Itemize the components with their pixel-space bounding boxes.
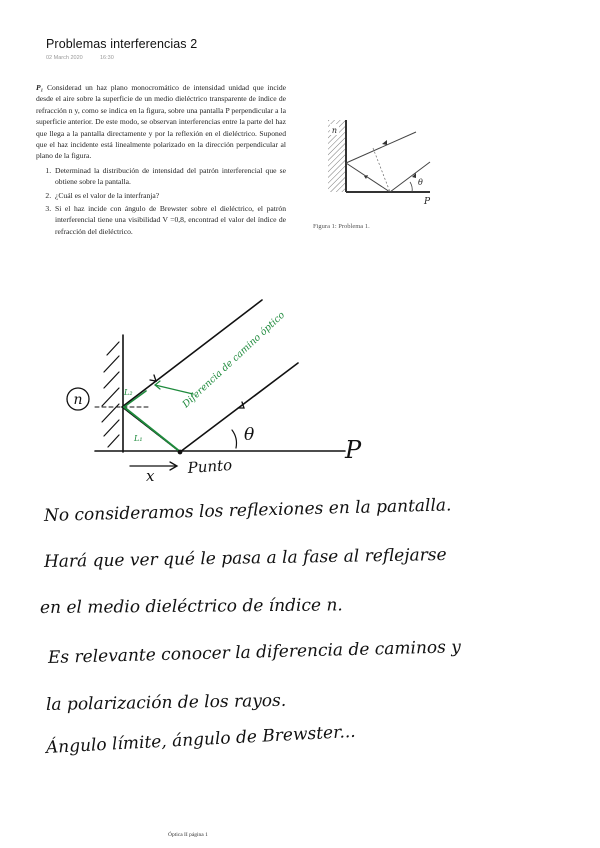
page-time: 16:30 <box>100 55 114 61</box>
handwritten-note: en el medio dieléctrico de índice n. <box>39 595 343 618</box>
page-footer: Óptica II página 1 <box>168 832 208 838</box>
figure-p-label: P <box>424 197 431 207</box>
sketch-arrowhead <box>150 375 156 381</box>
theta-arc <box>410 182 412 192</box>
problem-item: 2. ¿Cuál es el valor de la interfranja? <box>53 190 286 201</box>
problem-label: P₁ <box>36 83 44 92</box>
sketch-x-label: x <box>146 467 155 485</box>
sketch-hatch <box>102 342 119 447</box>
sketch-point-label: Punto <box>187 455 233 477</box>
incident-ray-1 <box>346 132 416 163</box>
handwritten-sketch <box>0 280 600 490</box>
incident-ray-2 <box>390 162 430 192</box>
page-title: Problemas interferencias 2 <box>46 37 198 51</box>
handwritten-note: Es relevante conocer la diferencia de caminos y <box>47 637 462 668</box>
reflected-ray <box>346 163 390 192</box>
handwritten-note: la polarización de los rayos. <box>45 690 287 715</box>
problem-item: 3. Si el haz incide con ángulo de Brewster sobre el dieléctrico, el patrón interferencial tiene una visibilidad V =0,8, encontrad el valor del índice de refracción del dieléctrico. <box>53 203 286 237</box>
sketch-p-label: P <box>345 436 362 464</box>
sketch-green-path-l1 <box>124 407 178 450</box>
sketch-green-arrow <box>155 385 193 394</box>
sketch-point-dot <box>178 450 183 455</box>
sketch-l1-label: L₁ <box>134 434 143 443</box>
problem-figure <box>308 118 438 210</box>
problem-item-list <box>36 165 286 237</box>
sketch-n-label: n <box>73 392 83 408</box>
problem-statement-block <box>36 82 286 239</box>
problem-item: 1. Determinad la distribución de intensidad del patrón interferencial que se obtiene sobre la pantalla. <box>53 165 286 188</box>
handwritten-note: No consideramos los reflexiones en la pantalla. <box>43 495 452 526</box>
problem-text: Considerad un haz plano monocromático de intensidad unidad que incide desde el aire sobre la superficie de un medio dieléctrico transparente de índice de refracción n y, como se indica en la figura, sobre una pantalla P perpendicular a la superficie anterior. De este modo, se observan interferencias entre la parte del haz que llega a la pantalla directamente y por la reflexión en el dieléctrico. Suponed que el haz incidente está linealmente polarizado en la dirección perpendicular al plano de la figura. <box>36 83 286 161</box>
wavefront-dashed <box>373 148 390 192</box>
figure-n-label: n <box>331 126 338 135</box>
handwritten-note: Hará que ver qué le pasa a la fase al reflejarse <box>43 544 447 572</box>
figure-theta-label: θ <box>418 178 423 187</box>
problem-paragraph <box>36 82 286 162</box>
handwritten-note: Ángulo límite, ángulo de Brewster... <box>45 721 357 758</box>
figure-caption: Figura 1: Problema 1. <box>313 223 370 230</box>
sketch-theta-label: θ <box>244 425 255 445</box>
page-date: 02 March 2020 <box>46 55 83 61</box>
sketch-theta-arc <box>232 430 237 448</box>
sketch-l2-label: L₂ <box>124 388 133 397</box>
sketch-green-annotation: Diferencia de camino óptico <box>180 309 288 411</box>
arrow-head <box>382 140 387 145</box>
